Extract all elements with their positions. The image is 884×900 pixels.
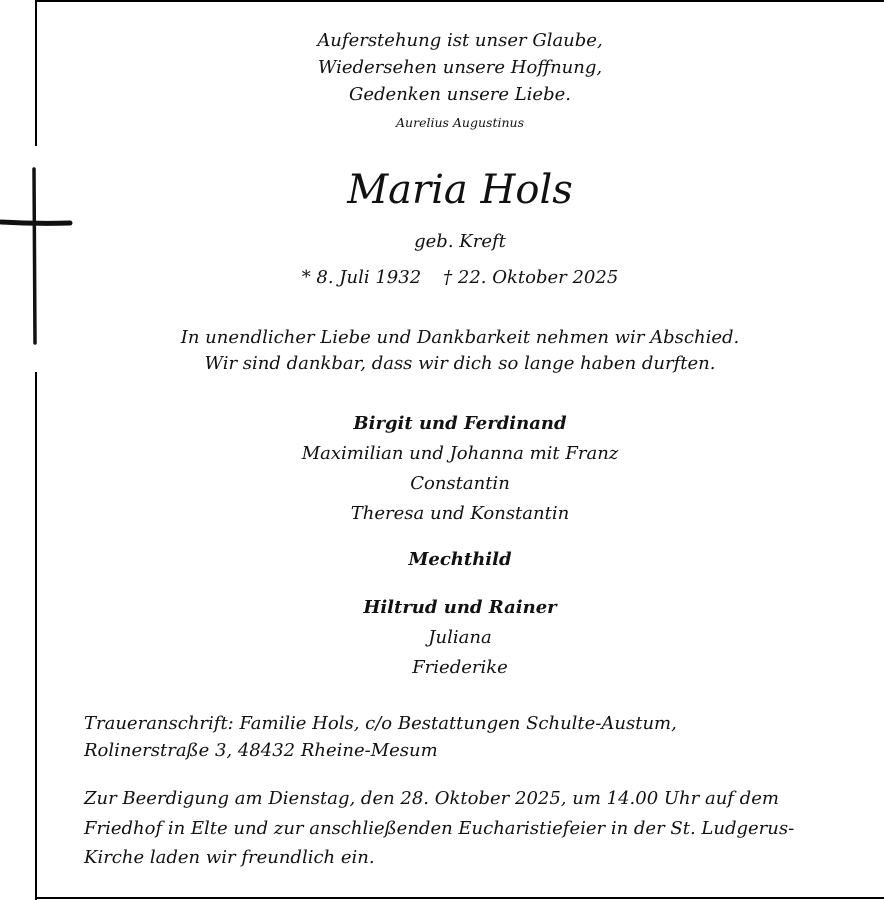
quote-line-2: Wiedersehen unsere Hoffnung,: [317, 57, 603, 78]
family-member: Constantin: [410, 473, 510, 494]
birth-date: * 8. Juli 1932: [301, 267, 422, 288]
birth-name: geb. Kreft: [414, 231, 506, 252]
life-dates: [36, 265, 884, 291]
address-line-1: Traueranschrift: Familie Hols, c/o Bestattungen Schulte-Austum,: [84, 713, 677, 734]
family-head-3: Hiltrud und Rainer: [363, 597, 557, 618]
border-bottom: [35, 897, 884, 899]
address-line-2: Rolinerstraße 3, 48432 Rheine-Mesum: [84, 740, 438, 761]
farewell-line-1: In unendlicher Liebe und Dankbarkeit nehmen wir Abschied.: [180, 327, 740, 348]
quote-line-1: Auferstehung ist unser Glaube,: [317, 30, 603, 51]
family-member: Theresa und Konstantin: [350, 503, 570, 524]
family-member: Juliana: [428, 627, 492, 648]
quote-author: Aurelius Augustinus: [396, 115, 524, 130]
family-head-1: Birgit und Ferdinand: [353, 413, 567, 434]
funeral-line-1: Zur Beerdigung am Dienstag, den 28. Oktober 2025, um 14.00 Uhr auf dem: [84, 788, 779, 809]
funeral-line-2: Friedhof in Elte und zur anschließenden Eucharistiefeier in der St. Ludgerus-: [84, 818, 795, 839]
family-member: Maximilian und Johanna mit Franz: [301, 443, 619, 464]
border-top: [35, 0, 884, 2]
funeral-line-3: Kirche laden wir freundlich ein.: [84, 847, 375, 868]
death-date: † 22. Oktober 2025: [443, 267, 619, 288]
deceased-name: Maria Hols: [347, 167, 573, 213]
farewell-line-2: Wir sind dankbar, dass wir dich so lange haben durften.: [204, 353, 716, 374]
family-head-2: Mechthild: [408, 549, 512, 570]
family-member: Friederike: [412, 657, 508, 678]
quote-line-3: Gedenken unsere Liebe.: [349, 84, 571, 105]
